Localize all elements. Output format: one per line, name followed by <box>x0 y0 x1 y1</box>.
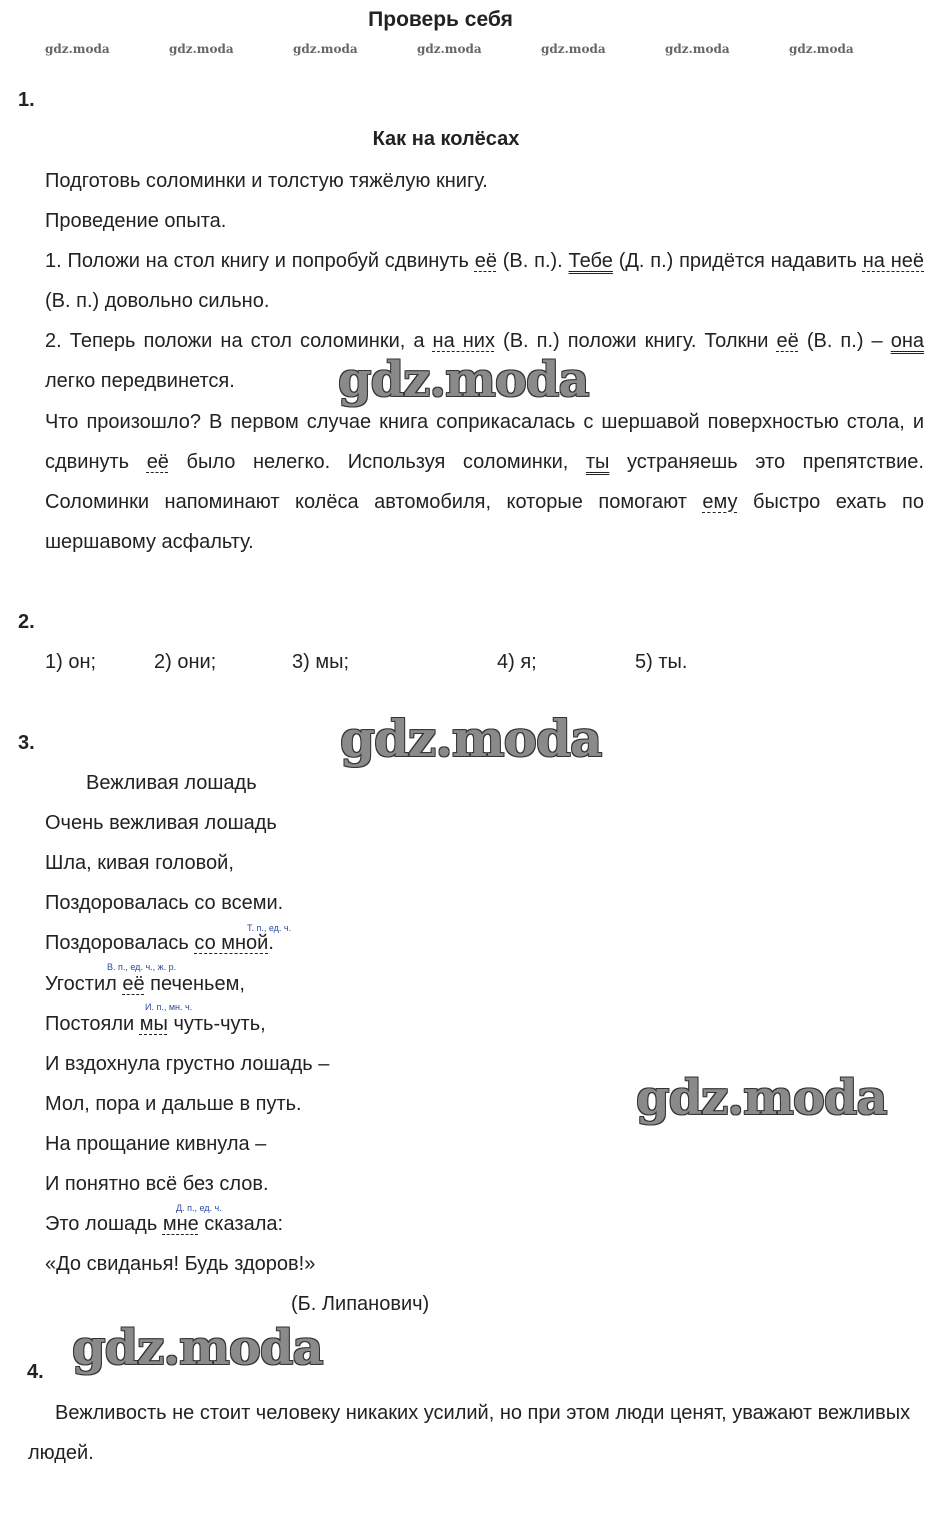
watermark: gdz.moda <box>340 709 602 768</box>
poem-line: «До свиданья! Будь здоров!» <box>45 1253 316 1275</box>
poem-line: Постояли мы чуть-чуть, <box>45 1013 266 1035</box>
task-1-paragraph: Что произошло? В первом случае книга соприкасалась с шершавой поверхностью стола, и сдвинуть её было нелегко. Используя соломинки, ты устраняешь это препятствие. Соломинки напоминают колёса автомобиля, которые помогают ему быстро ехать по шершавому асфальту. <box>45 411 924 553</box>
grammar-note: В. п., ед. ч., ж. р. <box>107 962 177 972</box>
watermark-small: gdz.moda <box>45 42 110 56</box>
task-2-answer: 5) ты. <box>635 651 688 673</box>
task-4-text: Вежливость не стоит человеку никаких усилий, но при этом люди ценят, уважают вежливых людей. <box>28 1402 911 1464</box>
grammar-note: Т. п., ед. ч. <box>247 923 292 933</box>
task-2-answer: 3) мы; <box>292 651 350 673</box>
watermark-small: gdz.moda <box>169 42 234 56</box>
task-2-answer: 4) я; <box>497 651 537 673</box>
poem-author: (Б. Липанович) <box>291 1293 430 1315</box>
watermark-small: gdz.moda <box>293 42 358 56</box>
task-2-number: 2. <box>18 611 35 633</box>
task-2-answer: 1) он; <box>45 651 97 673</box>
poem-title: Вежливая лошадь <box>86 772 257 794</box>
poem-line: И понятно всё без слов. <box>45 1173 269 1195</box>
task-4-number: 4. <box>27 1361 44 1383</box>
poem-line: Мол, пора и дальше в путь. <box>45 1093 302 1115</box>
watermark-small: gdz.moda <box>665 42 730 56</box>
task-1-paragraph: Подготовь соломинки и толстую тяжёлую книгу. <box>45 170 488 192</box>
watermark-small: gdz.moda <box>417 42 482 56</box>
poem-line: И вздохнула грустно лошадь – <box>45 1053 330 1075</box>
watermark: gdz.moda <box>72 1320 323 1376</box>
poem-line: Шла, кивая головой, <box>45 852 234 874</box>
task-1-paragraph: 1. Положи на стол книгу и попробуй сдвинуть её (В. п.). Тебе (Д. п.) придётся надавить на неё (В. п.) довольно сильно. <box>45 250 924 312</box>
poem-line: Это лошадь мне сказала: <box>45 1213 284 1235</box>
watermark-small: gdz.moda <box>789 42 854 56</box>
task-1-paragraph: 2. Теперь положи на стол соломинки, а на них (В. п.) положи книгу. Толкни её (В. п.) – она легко передвинется. <box>45 330 924 392</box>
grammar-note: И. п., мн. ч. <box>145 1002 193 1012</box>
poem-line: Поздоровалась со мной. <box>45 932 274 954</box>
task-1-paragraph: Проведение опыта. <box>45 210 227 232</box>
watermark: gdz.moda <box>338 352 589 408</box>
poem-line: Угостил её печеньем, <box>45 973 245 995</box>
watermark: gdz.moda <box>636 1070 887 1126</box>
poem-line: На прощание кивнула – <box>45 1133 267 1155</box>
task-1-number: 1. <box>18 89 35 111</box>
task-1-heading: Как на колёсах <box>372 128 520 150</box>
poem-line: Поздоровалась со всеми. <box>45 892 284 914</box>
watermark-small: gdz.moda <box>541 42 606 56</box>
grammar-note: Д. п., ед. ч. <box>176 1203 222 1213</box>
poem-line: Очень вежливая лошадь <box>45 812 277 834</box>
task-3-number: 3. <box>18 732 35 754</box>
page-title: Проверь себя <box>368 8 513 31</box>
task-2-answer: 2) они; <box>154 651 217 673</box>
